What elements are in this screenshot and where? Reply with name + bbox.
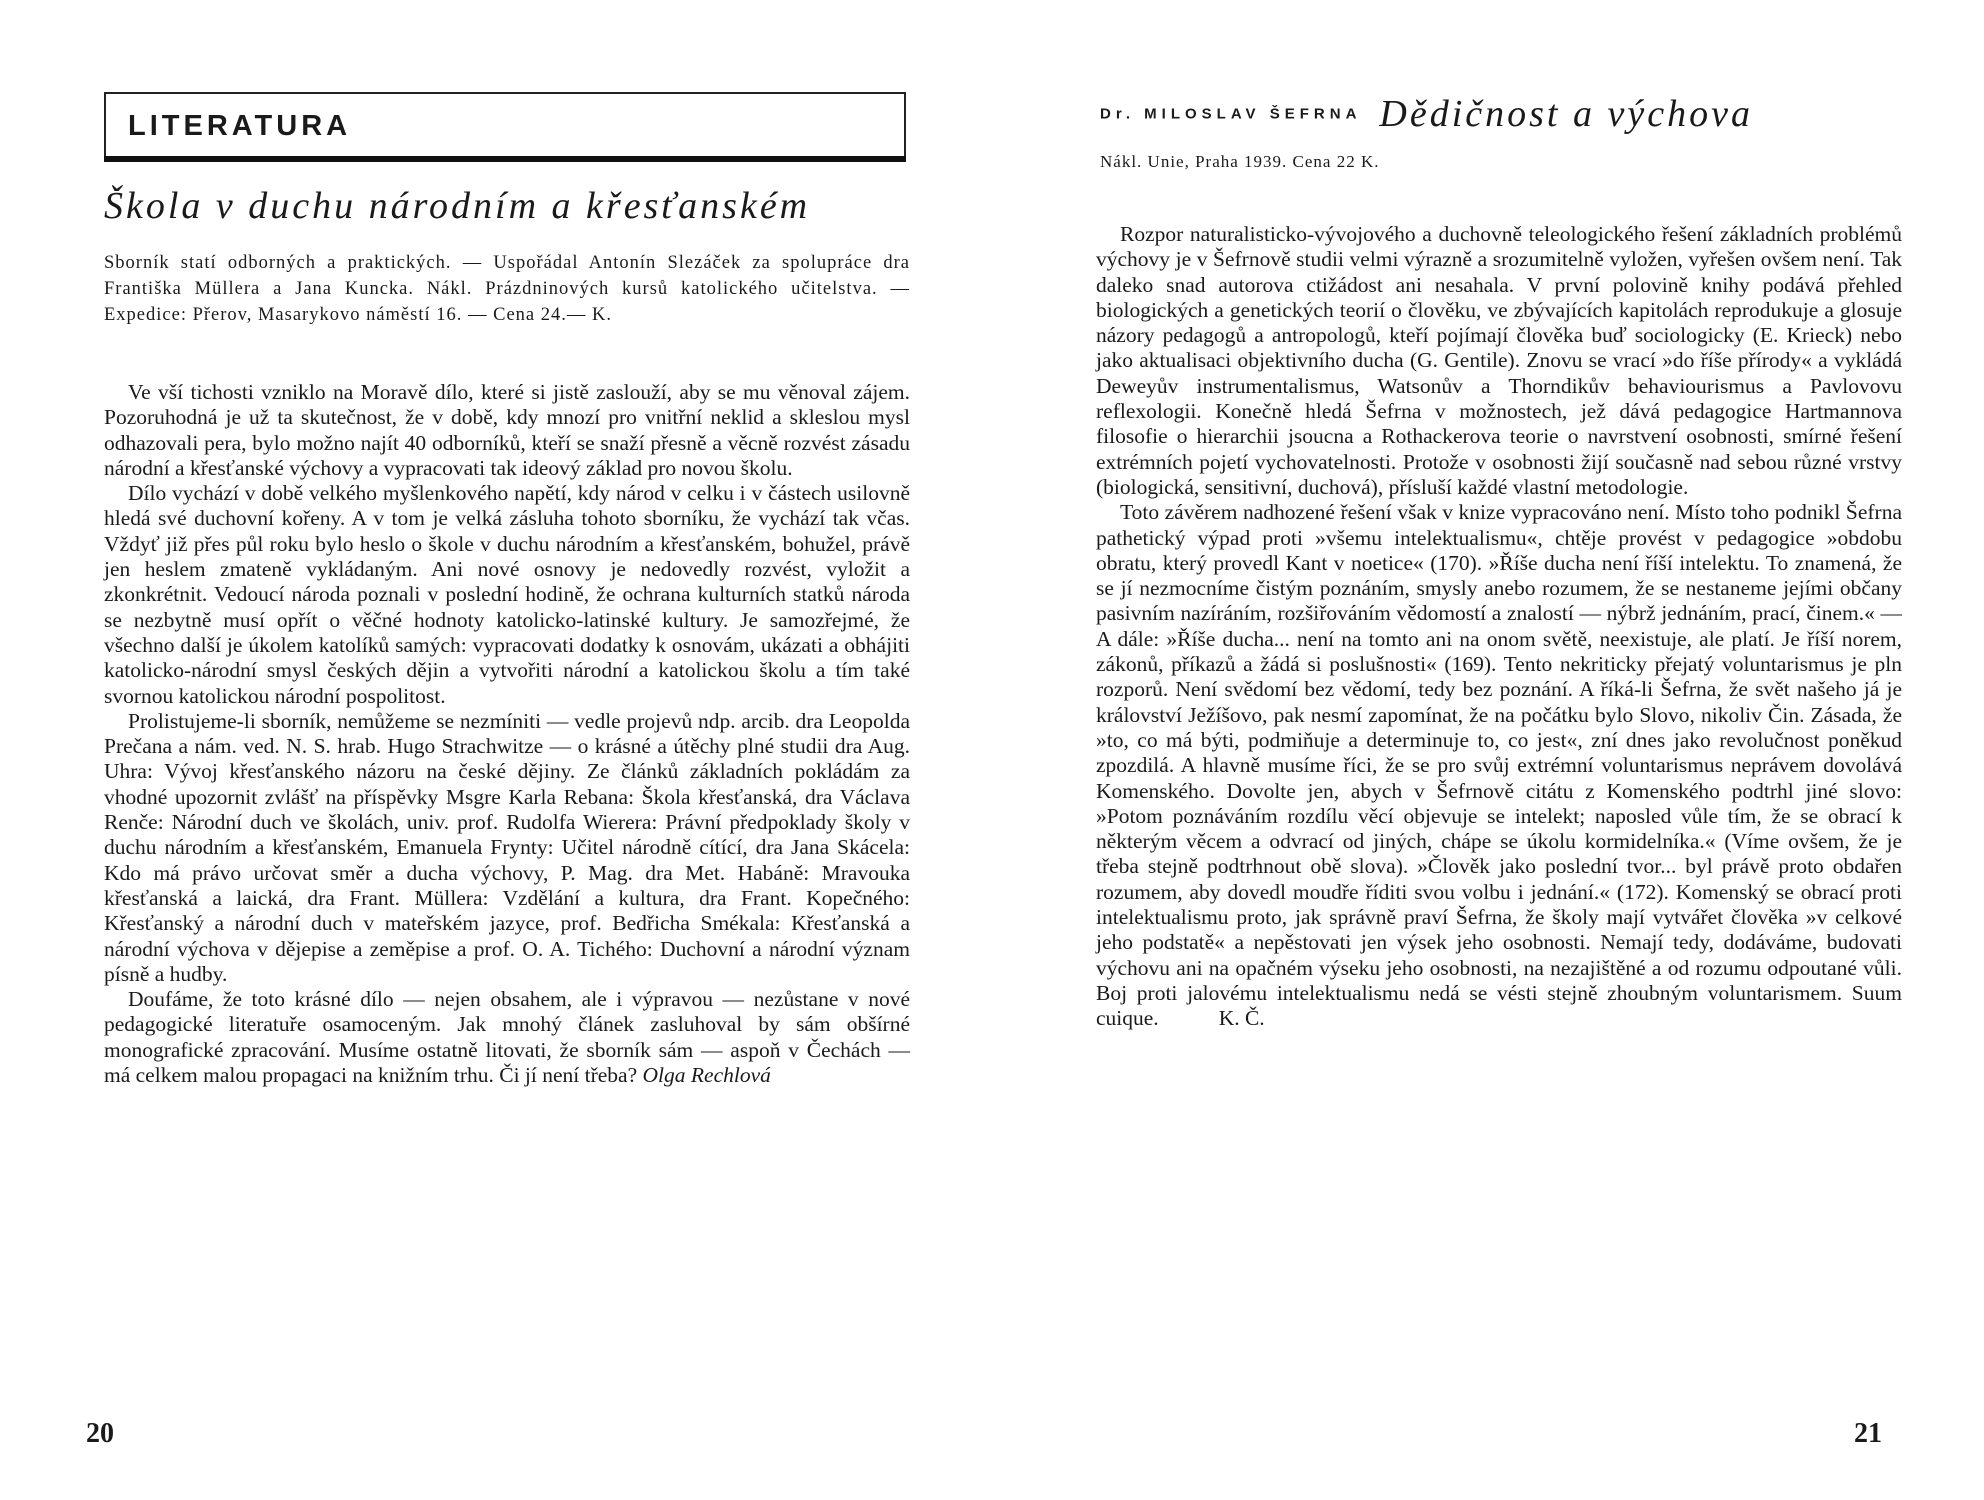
reviewer-name: Olga Rechlová xyxy=(642,1063,771,1088)
publisher-note: Nákl. Unie, Praha 1939. Cena 22 K. xyxy=(1100,152,1380,171)
paragraph-text: Doufáme, že toto krásné dílo — nejen obsahem, ale i výpravou — nezůstane v nové pedagogické literatuře osamoceným. Jak mnohý článek zasluhoval by sám obšírné monografické zpracování. Musíme ostatně litovati, že sborník sám — aspoň v Čechách — má celkem malou propagaci na knižním trhu. Či jí není třeba? xyxy=(104,987,910,1088)
bibliographic-note-left: Sborník statí odborných a praktických. — Uspořádal Antonín Slezáček za spolupráce dra Františka Müllera a Jana Kuncka. Nákl. Prázdninových kursů katolického učitelstva. — Expedice: Přerov, Masarykovo náměstí 16. — Cena 24.— K. xyxy=(104,253,910,325)
paragraph: Rozpor naturalisticko-vývojového a duchovně teleologického řešení základních problémů výchovy je v Šefrnově studii velmi výrazně a srozumitelně vyložen, vyřešen ovšem není. Tak daleko snad autorova ctižádost ani nesahala. V první polovině knihy podává přehled biologických a genetických teorií o člověku, ve zbývajících kapitolách reprodukuje a glosuje názory pedagogů a antropologů, kteří pojímají člověka buď sociologicky (E. Krieck) nebo jako aktualisaci objektivního ducha (G. Gentile). Znovu se vrací »do říše přírody« a vykládá Deweyův instrumentalismus, Watsonův a Thorndikův behaviourismus a Pavlovovu reflexologii. Konečně hledá Šefrna v možnostech, jež dává pedagogice Hartmannova filosofie o hierarchii jsoucna a Rothackerova teorie o navrstvení osobnosti, smírné řešení extrémních pojetí vychovatelnosti. Protože v osobnosti žijí současně nad sebou různé vrstvy (biologická, sensitivní, duchová), přísluší každé vlastní metodologie. xyxy=(1096,222,1902,499)
header-right-rule xyxy=(904,92,906,158)
right-page xyxy=(992,0,1984,1500)
section-heading: LITERATURA xyxy=(128,110,352,142)
paragraph xyxy=(1096,500,1902,1031)
signature: K. Č. xyxy=(1218,1006,1265,1031)
paragraph: Prolistujeme-li sborník, nemůžeme se nezmíniti — vedle projevů ndp. arcib. dra Leopolda Prečana a nám. ved. N. S. hrab. Hugo Strachwitze — o krásné a útěchy plné studii dra Aug. Uhra: Vývoj křesťanského názoru na české dějiny. Ze článků základních pokládám za vhodné upozornit zvlášť na příspěvky Msgre Karla Rebana: Škola křesťanská, dra Václava Renče: Národní duch ve školách, univ. prof. Rudolfa Wierera: Právní předpoklady školy v duchu národním a křesťanském, Emanuela Frynty: Učitel národně cítící, dra Jana Skácela: Kdo má právo určovat směr a ducha výchovy, P. Mag. dra Met. Habáně: Mravouka křesťanská a laická, dra Frant. Müllera: Vzdělání a kultura, dra Frant. Kopečného: Křesťanský a národní duch v mateřském jazyce, prof. Bedřicha Smékala: Křesťanská a národní výchova v dějepise a zeměpise a prof. O. A. Tichého: Duchovní a národní význam písně a hudby. xyxy=(104,708,910,986)
header-bottom-rule xyxy=(104,156,906,162)
paragraph xyxy=(104,987,910,1088)
paragraph: Ve vší tichosti vzniklo na Moravě dílo, které si jistě zaslouží, aby se mu věnoval zájem. Pozoruhodná je už ta skutečnost, že v době, kdy mnozí pro vnitřní neklid a skleslou mysl odhazovali pera, bylo možno najít 40 odborníků, kteří se snaží přesně a věcně rozvést zásadu národní a křesťanské výchovy a vypracovati tak ideový základ pro novou školu. xyxy=(104,380,910,480)
author-title-line xyxy=(1100,92,1753,136)
header-left-rule xyxy=(104,92,106,158)
review-body-right xyxy=(1096,222,1902,1032)
book-title-right: Dědičnost a výchova xyxy=(1379,93,1753,135)
review-body-left xyxy=(104,380,910,1088)
page-number-right: 21 xyxy=(1854,1418,1882,1449)
page-number-left: 20 xyxy=(86,1418,114,1449)
book-title-left: Škola v duchu národním a křesťanském xyxy=(104,185,811,227)
paragraph-text: Toto závěrem nadhozené řešení však v knize vypracováno není. Místo toho podnikl Šefrna pathetický výpad proti »všemu intelektualismu«, chtěje provést v pedagogice »obdobu obratu, který provedl Kant v noetice« (170). »Říše ducha není říší intelektu. To znamená, že se jí nezmocníme čistým poznáním, smysly anebo rozumem, že se nestaneme jejími občany pasivním nazíráním, rozšiřováním vědomostí a znalostí — nýbrž jednáním, prací, činem.« — A dále: »Říše ducha... není na tomto ani na onom světě, neexistuje, ale platí. Je říší norem, zákonů, příkazů a žádá si poslušnosti« (169). Tento nekriticky přejatý voluntarismus je pln rozporů. Není svědomí bez vědomí, tedy bez poznání. A říká-li Šefrna, že svět našeho já je království Ježíšovo, pak nesmí zapomínat, že na počátku bylo Slovo, nikoliv Čin. Zásada, že »to, co má býti, podmiňuje a determinuje to, co jest«, zní dnes jako revolučnost poněkud zpozdilá. A hlavně musíme říci, že se pro svůj extrémní voluntarismus neprávem dovolává Komenského. Dovolte jen, abych v Šefrnově citátu z Komenského podtrhl jiné slovo: »Potom poznáváním rozdílu věcí objevuje se intelekt; naposled vůle tím, že se obrací k některým věcem a odvrací od jiných, chápe se úkolu kormidelníka.« (Víme ovšem, že je třeba stejně podtrhnout obě slova). »Člověk jako poslední tvor... byl právě proto obdařen rozumem, aby dovedl moudře říditi svou volbu i jednání.« (172). Komenský se obrací proti intelektualismu proto, jak správně praví Šefrna, že školy mají vytvářet člověka »v celkové jeho podstatě« a nepěstovati jen výsek jeho osobnosti. Nemají tedy, dodáváme, budovati výchovu ani na opačném výseku jeho osobnosti, na nezajištěné a od rozumu odpoutané vůli. Boj proti jalovému intelektualismu nedá se vésti stejně zhoubným voluntarismem. Suum cuique. xyxy=(1096,500,1902,1031)
header-top-rule xyxy=(104,92,906,94)
section-header-box xyxy=(104,92,906,162)
paragraph: Dílo vychází v době velkého myšlenkového napětí, kdy národ v celku i v částech usilovně hledá své duchovní kořeny. A v tom je velká zásluha tohoto sborníku, že vychází tak včas. Vždyť již přes půl roku bylo heslo o škole v duchu národním a křesťanském, bohužel, právě jen heslem zmateně vykládaným. Ani nové osnovy je nedovedly rozvést, vyložit a zkonkrétnit. Vedoucí národa poznali v poslední hodině, že ochrana kulturních statků národa se nezbytně musí opřít o věčné hodnoty katolicko-latinské kultury. Je samozřejmé, že všechno další je úkolem katolíků samých: vypracovati dodatky k osnovám, ukázati a obhájiti katolicko-národní smysl českých dějin a vytvořiti národní a katolickou školu a tím také svornou katolickou národní pospolitost. xyxy=(104,481,910,708)
author-name: Dr. MILOSLAV ŠEFRNA xyxy=(1100,105,1362,123)
